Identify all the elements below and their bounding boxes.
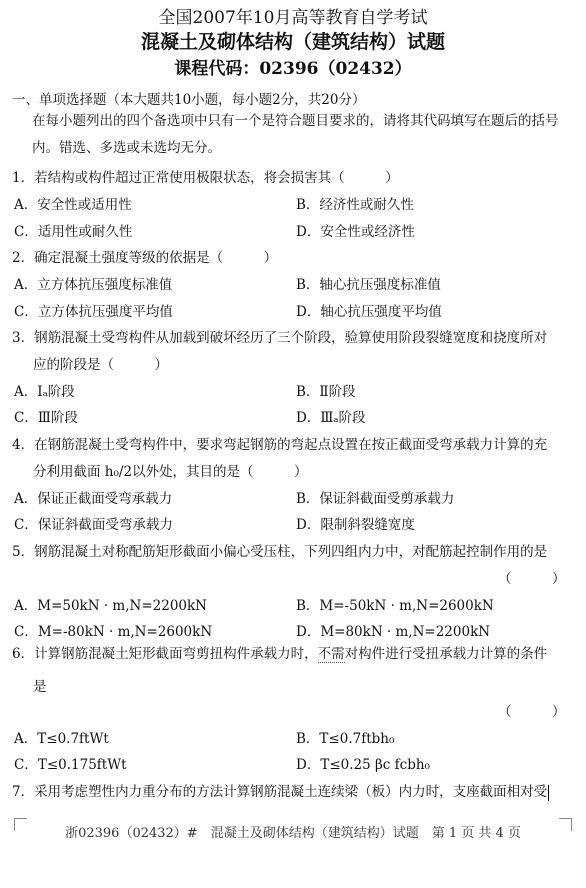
question-6-option-c: C．T≤0.175ftWt [14,757,127,773]
question-4-option-b: B．保证斜截面受剪承载力 [296,491,455,507]
question-1-option-c: C．适用性或耐久性 [14,224,133,240]
question-6-emphasis-no-need: 不需 [317,646,345,662]
question-6-stem-cont: 是 [33,679,47,695]
question-6-option-a: A．T≤0.7ftWt [14,731,109,747]
question-5-option-b: B．M=-50kN · m,N=2600kN [296,598,494,614]
question-4-option-d: D．限制斜裂缝宽度 [296,517,415,533]
question-4-stem: 4．在钢筋混凝土受弯构件中，要求弯起钢筋的弯起点设置在按正截面受弯承载力计算的充 [12,437,548,453]
section-heading: 一、单项选择题（本大题共10小题，每小题2分，共20分） [12,92,366,108]
question-5-option-c: C．M=-80kN · m,N=2600kN [14,624,213,640]
question-1-option-b: B．经济性或耐久性 [296,197,414,213]
question-3-stem: 3．钢筋混凝土受弯构件从加载到破坏经历了三个阶段，验算使用阶段裂缝宽度和挠度所对 [12,330,548,346]
question-5-stem: 5．钢筋混凝土对称配筋矩形截面小偏心受压柱，下列四组内力中，对配筋起控制作用的是 [12,544,548,560]
question-1-stem: 1．若结构或构件超过正常使用极限状态，将会损害其（ ） [12,170,399,186]
question-3-option-c: C．Ⅲ阶段 [14,410,78,426]
question-3-option-a: A．Ⅰₐ阶段 [14,384,75,400]
course-code: 课程代码：02396（02432） [174,59,412,79]
question-7-text: 7．采用考虑塑性内力重分布的方法计算钢筋混凝土连续梁（板）内力时，支座截面相对受 [12,784,548,800]
question-6-option-d: D．T≤0.25 βc fcbh₀ [296,757,430,773]
question-6-stem-part2: 对构件进行受扭承载力计算的条件 [344,646,548,662]
text-cursor [548,785,549,801]
question-3-stem-cont: 应的阶段是（ ） [33,357,168,373]
exam-title-line1: 全国2007年10月高等教育自学考试 [158,8,428,28]
exam-title-subject: 混凝土及砌体结构（建筑结构）试题 [140,31,445,53]
question-2-option-b: B．轴心抗压强度标准值 [296,277,441,293]
question-1-option-a: A．安全性或适用性 [14,197,132,213]
question-3-option-d: D．Ⅲₐ阶段 [296,410,366,426]
question-5-answer-blank: （ ） [498,571,566,587]
question-2-option-d: D．轴心抗压强度平均值 [296,304,442,320]
question-2-stem: 2．确定混凝土强度等级的依据是（ ） [12,250,278,266]
question-6-stem [12,642,547,662]
question-6-answer-blank: （ ） [498,704,566,720]
question-6-stem-part1: 6．计算钢筋混凝土矩形截面弯剪扭构件承载力时， [12,646,318,662]
question-5-option-a: A．M=50kN · m,N=2200kN [14,598,207,614]
question-6-option-b: B．T≤0.7ftbh₀ [296,731,395,747]
question-2-option-c: C．立方体抗压强度平均值 [14,304,173,320]
question-7-stem[interactable] [12,780,549,801]
page-footer: 浙02396（02432）# 混凝土及砌体结构（建筑结构）试题 第 1 页 共 4 页 [65,826,521,841]
question-4-option-c: C．保证斜截面受弯承载力 [14,517,173,533]
question-2-option-a: A．立方体抗压强度标准值 [14,277,173,293]
question-3-option-b: B．Ⅱ阶段 [296,384,356,400]
question-1-option-d: D．安全性或经济性 [296,224,415,240]
question-4-stem-cont: 分利用截面 h₀/2以外处，其目的是（ ） [33,464,308,480]
question-5-option-d: D．M=80kN · m,N=2200kN [296,624,491,640]
question-4-option-a: A．保证正截面受弯承载力 [14,491,173,507]
section-instruction: 在每小题列出的四个备选项中只有一个是符合题目要求的，请将其代码填写在题后的括号内。错选、多选或未选均无分。 [32,113,559,156]
